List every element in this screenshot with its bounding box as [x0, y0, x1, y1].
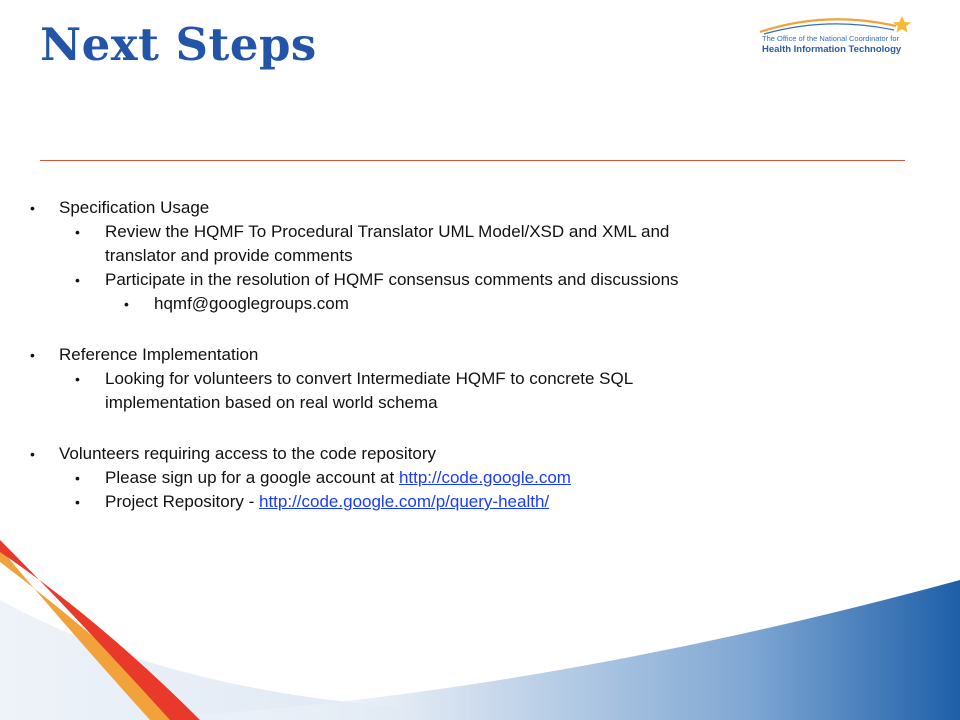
list-item-continuation [30, 391, 890, 415]
bullet-icon: • [75, 272, 80, 288]
list-item [30, 490, 890, 514]
email-address: hqmf@googlegroups.com [154, 294, 349, 313]
bullet-icon: • [75, 494, 80, 510]
onc-logo [746, 14, 916, 62]
bullet-icon: • [30, 200, 35, 216]
list-item [30, 292, 890, 316]
page-title: Next Steps [40, 18, 317, 71]
list-item-text: Participate in the resolution of HQMF consensus comments and discussions [105, 270, 679, 289]
list-item-text: Please sign up for a google account at [105, 468, 399, 487]
bullet-list [30, 196, 890, 514]
bullet-icon: • [30, 446, 35, 462]
bullet-icon: • [75, 470, 80, 486]
spacer [30, 316, 890, 343]
list-item-continuation [30, 244, 890, 268]
list-item-text: Project Repository - [105, 492, 259, 511]
logo-line-2: Health Information Technology [762, 44, 902, 55]
list-item-text: Review the HQMF To Procedural Translator UML Model/XSD and XML and [105, 222, 670, 241]
bullet-icon: • [75, 371, 80, 387]
decorative-swoosh [0, 540, 960, 720]
section-heading: Specification Usage [59, 198, 210, 217]
spacer [30, 415, 890, 442]
section-heading: Volunteers requiring access to the code repository [59, 444, 437, 463]
bullet-icon: • [124, 296, 129, 312]
section-heading: Reference Implementation [59, 345, 259, 364]
list-item [30, 466, 890, 490]
bullet-icon: • [30, 347, 35, 363]
list-item [30, 442, 890, 466]
title-divider [40, 160, 905, 161]
list-item [30, 196, 890, 220]
list-item [30, 220, 890, 244]
list-item [30, 367, 890, 391]
list-item [30, 343, 890, 367]
list-item-text: implementation based on real world schema [105, 393, 438, 412]
list-item [30, 268, 890, 292]
list-item-text: Looking for volunteers to convert Intermediate HQMF to concrete SQL [105, 369, 634, 388]
list-item-text: translator and provide comments [105, 246, 353, 265]
google-code-link[interactable]: http://code.google.com [398, 468, 571, 487]
bullet-icon: • [75, 224, 80, 240]
project-repository-link[interactable]: http://code.google.com/p/query-health/ [259, 492, 550, 511]
logo-line-1: The Office of the National Coordinator for [762, 34, 900, 43]
